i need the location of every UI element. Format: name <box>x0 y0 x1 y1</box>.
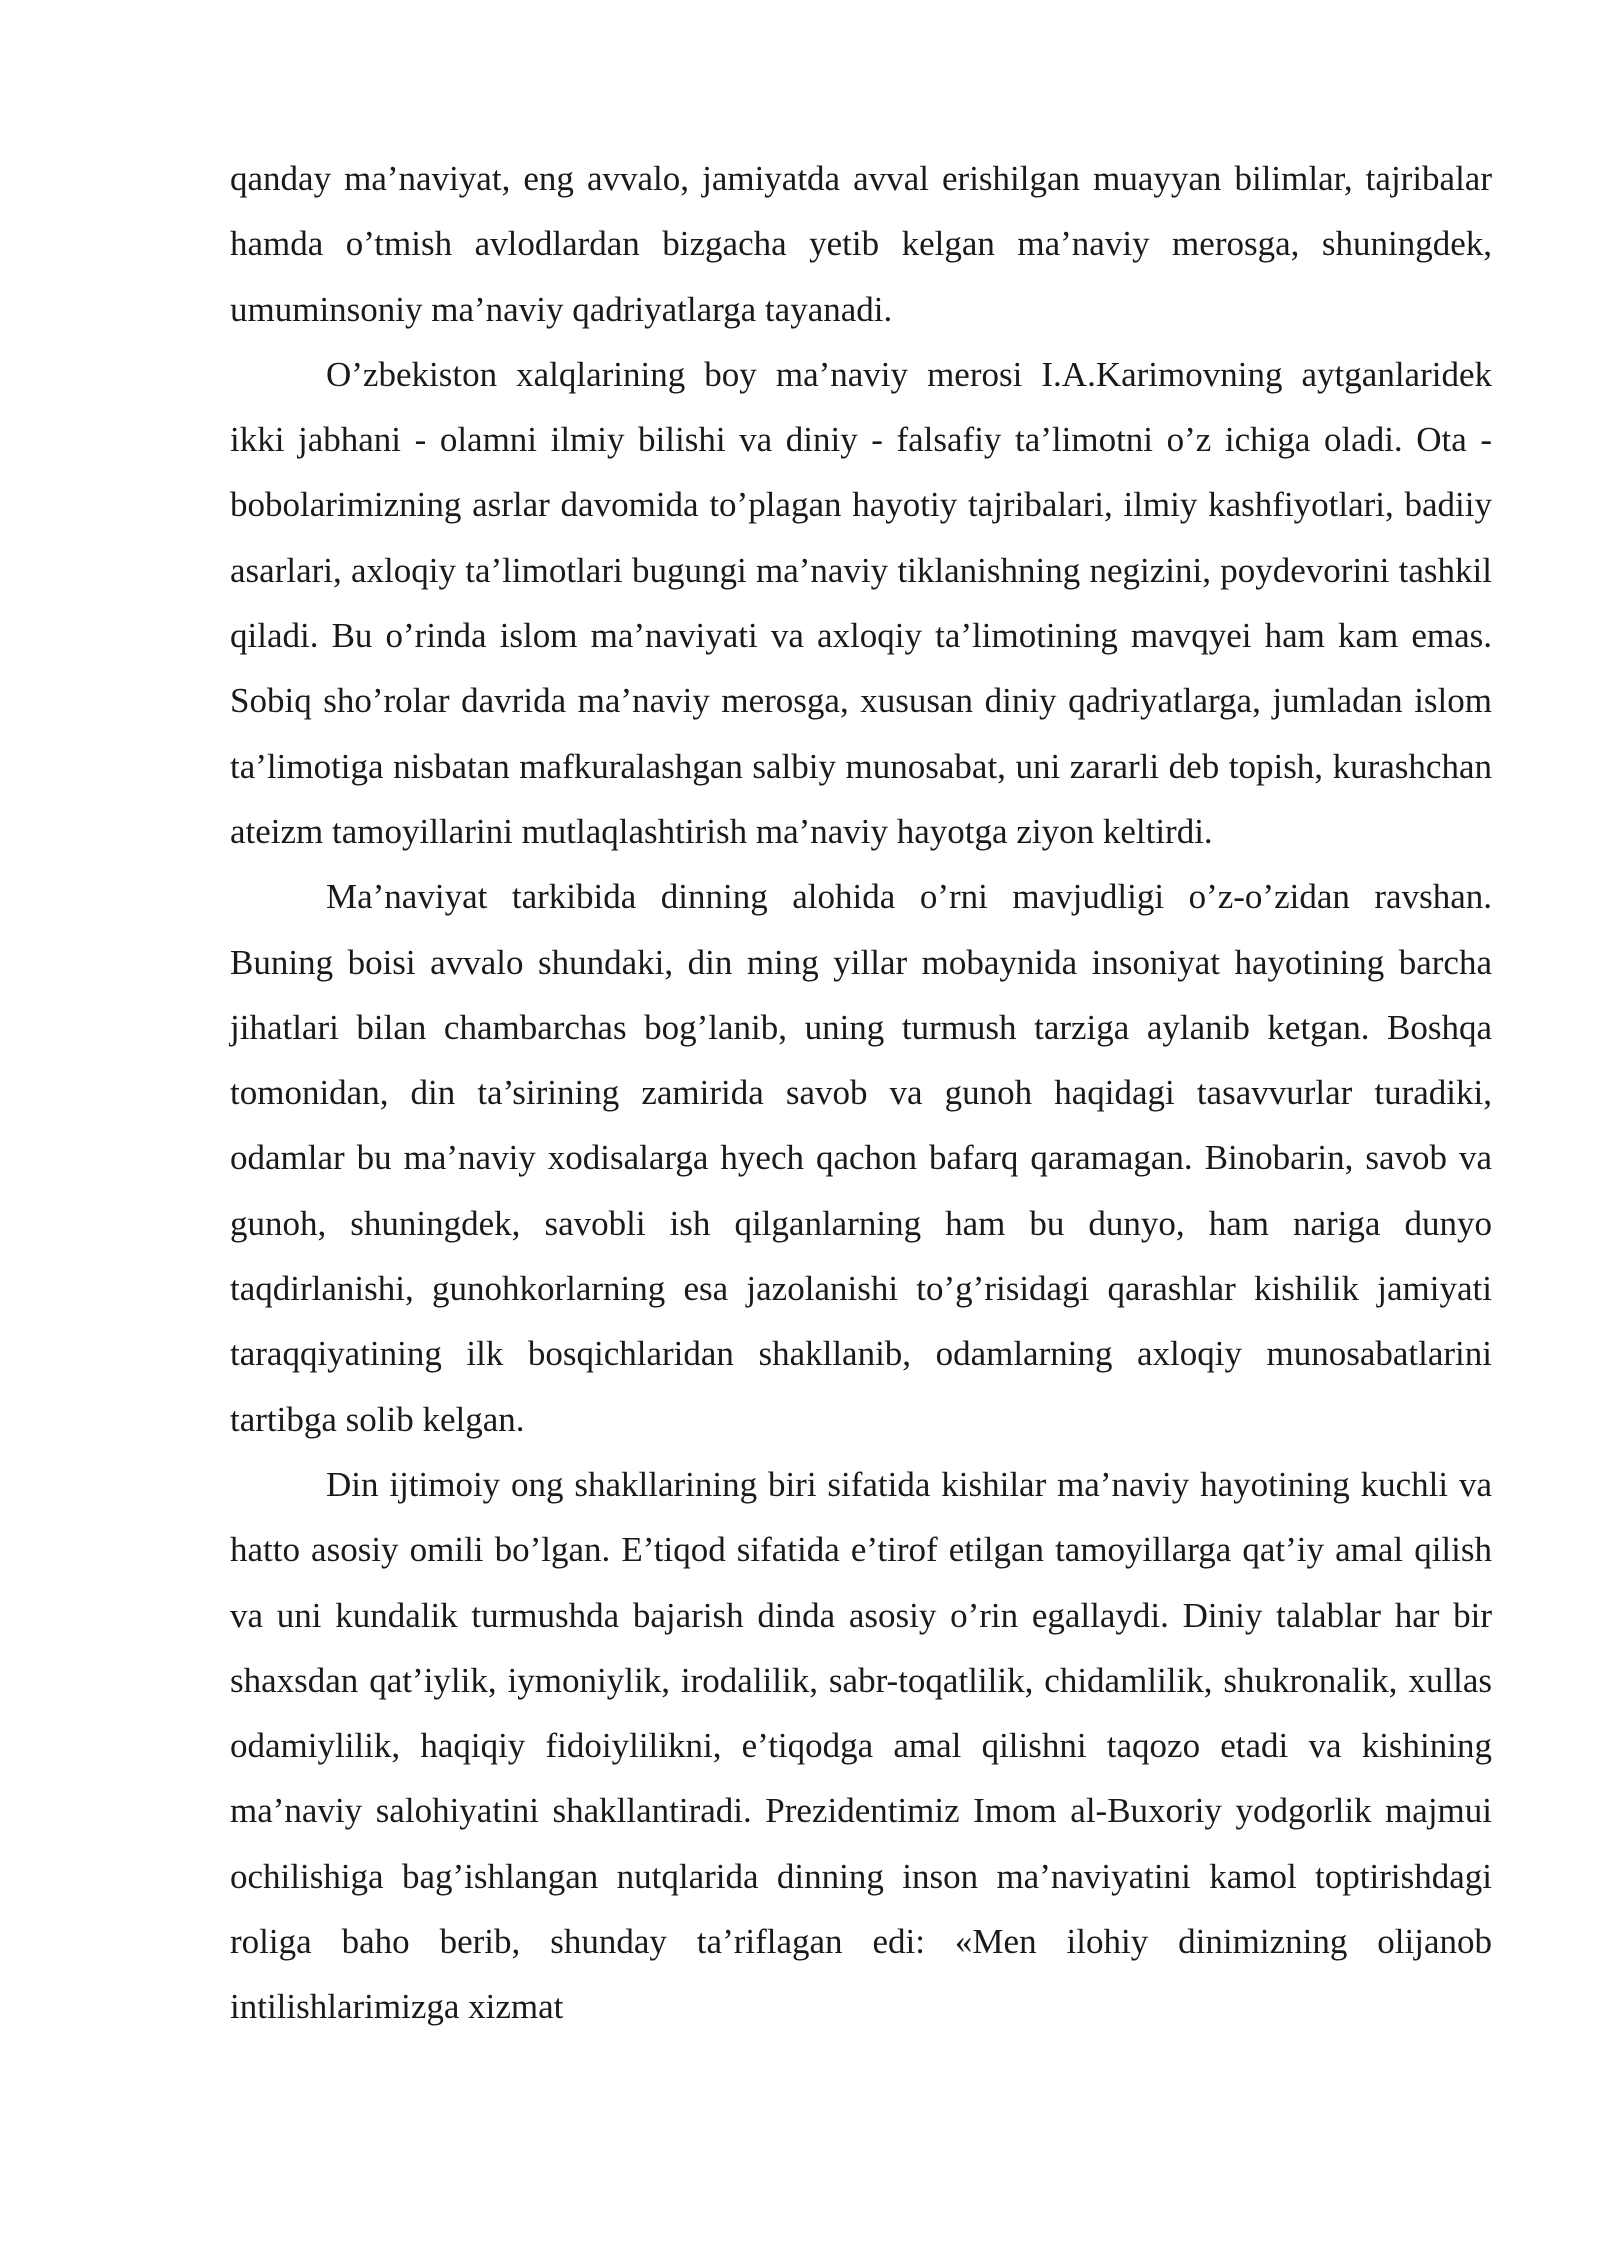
paragraph-continuation: qanday ma’naviyat, eng avvalo, jamiyatda avval erishilgan muayyan bilimlar, tajribalar hamda o’tmish avlodlardan bizgacha yetib kelgan ma’naviy merosga, shuningdek, umuminsoniy ma’naviy qadriyatlarga tayanadi. <box>230 159 1492 329</box>
paragraph-spiritual-heritage: O’zbekiston xalqlarining boy ma’naviy merosi I.A.Karimovning aytganlaridek ikki jabhani - olamni ilmiy bilishi va diniy - falsafiy ta’limotni o’z ichiga oladi. Ota - bobolarimizning asrlar davomida to’plagan hayotiy tajribalari, ilmiy kashfiyotlari, badiiy asarlari, axloqiy ta’limotlari bugungi ma’naviy tiklanishning negizini, poydevorini tashkil qiladi. Bu o’rinda islom ma’naviyati va axloqiy ta’limotining mavqyei ham kam emas. Sobiq sho’rolar davrida ma’naviy merosga, xususan diniy qadriyatlarga, jumladan islom ta’limotiga nisbatan mafkuralashgan salbiy munosabat, uni zararli deb topish, kurashchan ateizm tamoyillarini mutlaqlashtirish ma’naviy hayotga ziyon keltirdi. <box>230 354 1492 851</box>
document-page <box>230 146 1492 2040</box>
paragraph-religion-social-consciousness: Din ijtimoiy ong shakllarining biri sifatida kishilar ma’naviy hayotining kuchli va hatto asosiy omili bo’lgan. E’tiqod sifatida e’tirof etilgan tamoyillarga qat’iy amal qilish va uni kundalik turmushda bajarish dinda asosiy o’rin egallaydi. Diniy talablar har bir shaxsdan qat’iylik, iymoniylik, irodalilik, sabr-toqatlilik, chidamlilik, shukronalik, xullas odamiylilik, haqiqiy fidoiylilikni, e’tiqodga amal qilishni taqozo etadi va kishining ma’naviy salohiyatini shakllantiradi. Prezidentimiz Imom al-Buxoriy yodgorlik majmui ochilishiga bag’ishlangan nutqlarida dinning inson ma’naviyatini kamol toptirishdagi roliga baho berib, shunday ta’riflagan edi: «Men ilohiy dinimizning olijanob intilishlarimizga xizmat <box>230 1464 1492 2027</box>
paragraph-religion-role: Ma’naviyat tarkibida dinning alohida o’rni mavjudligi o’z-o’zidan ravshan. Buning boisi avvalo shundaki, din ming yillar mobaynida insoniyat hayotining barcha jihatlari bilan chambarchas bog’lanib, uning turmush tarziga aylanib ketgan. Boshqa tomonidan, din ta’sirining zamirida savob va gunoh haqidagi tasavvurlar turadiki, odamlar bu ma’naviy xodisalarga hyech qachon bafarq qaramagan. Binobarin, savob va gunoh, shuningdek, savobli ish qilganlarning ham bu dunyo, ham nariga dunyo taqdirlanishi, gunohkorlarning esa jazolanishi to’g’risidagi qarashlar kishilik jamiyati taraqqiyatining ilk bosqichlaridan shakllanib, odamlarning axloqiy munosabatlarini tartibga solib kelgan. <box>230 877 1492 1439</box>
